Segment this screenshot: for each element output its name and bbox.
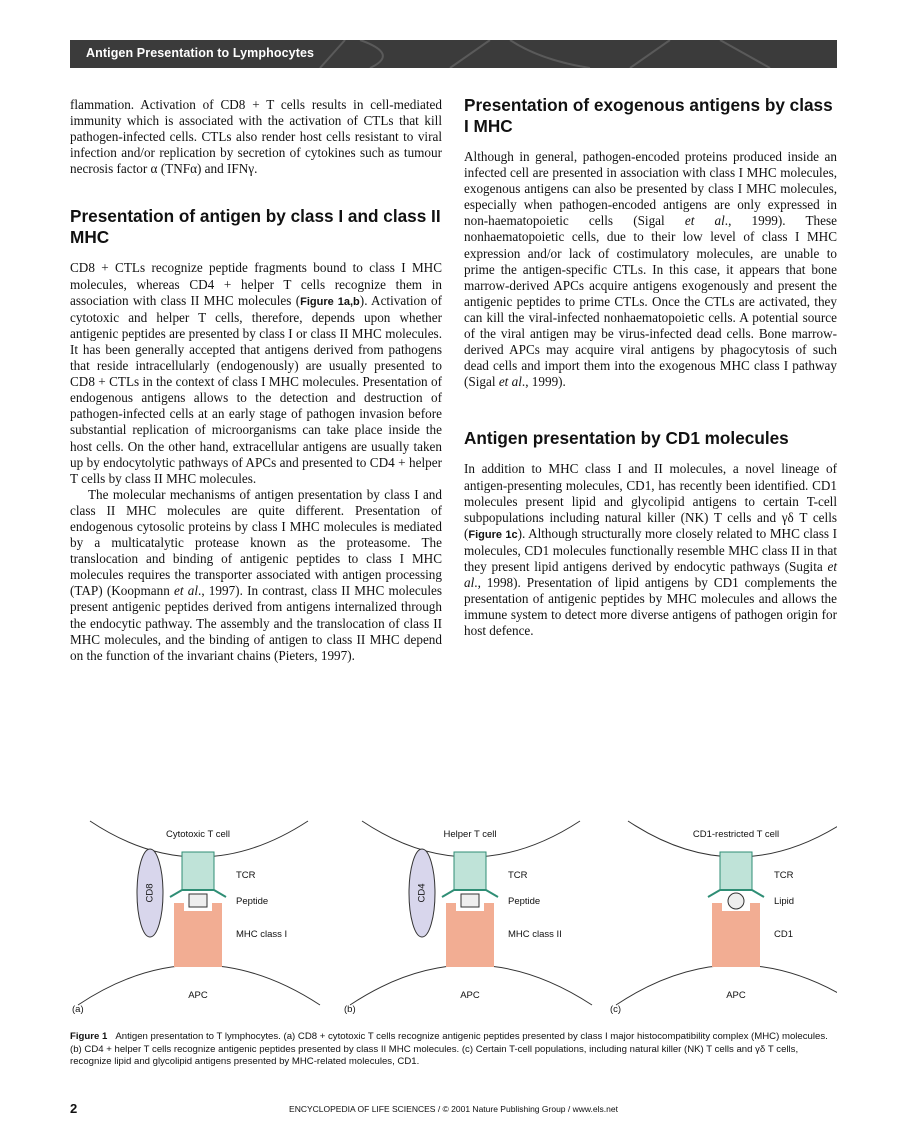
- tcr-stem: [720, 852, 752, 890]
- antigen-presenting-molecule: [712, 903, 760, 967]
- t-cell-label: CD1-restricted T cell: [692, 829, 780, 840]
- panel-letter: (c): [610, 1004, 622, 1015]
- antigen-label: Peptide: [508, 896, 541, 907]
- paragraph: flammation. Activation of CD8 + T cells results in cell-mediated immunity which is associated with the activation of CTLs that kill pathogen-infected cells. CTLs also render host cells resistant to viral infection and/or replication by secretion of cytokines such as tumour necrosis factor α (TNFα) and IFNγ.: [70, 97, 442, 177]
- antigen-presenting-molecule: [174, 903, 222, 967]
- caption-text: Antigen presentation to T lymphocytes. (a) CD8 + cytotoxic T cells recognize antigenic peptides presented by class I major histocompatibility complex (MHC) molecules. (b) CD4 + helper T cells recognize antigenic peptides presented by class II MHC molecules. (c) Certain T-cell populations, including natural killer (NK) T cells and γδ T cells, recognize lipid and glycolipid antigens presented by MHC-related molecules, CD1.: [70, 1031, 828, 1068]
- panel-letter: (b): [344, 1004, 356, 1015]
- section-heading: Presentation of exogenous antigens by class I MHC: [464, 95, 833, 136]
- figure-1: [70, 815, 837, 1020]
- figure-reference[interactable]: Figure 1a,b: [300, 295, 360, 308]
- page-number: 2: [70, 1101, 78, 1116]
- antigen-label: Peptide: [236, 896, 269, 907]
- apc-label: APC: [726, 990, 746, 1001]
- paragraph: Although in general, pathogen-encoded proteins produced inside an infected cell are presented in association with class I MHC molecules, exogenous antigens can also be presented by class I MHC molecules, especially when pathogen-encoded antigens are only expressed in non-haematopoietic cells (Sigal et al., 1999). These nonhaematopoietic cells, due to their low level of class I MHC expression and/or lack of costimulatory molecules, are unable to prime the antigen-specific CTLs. In this case, it appears that bone marrow-derived APCs acquire antigens exogenously and present the antigenic peptides to prime CTLs. Once the CTLs are activated, they can kill the viral-infected nonhaematopoietic cells. A potential source of the viral antigen may be virus-infected dead cells. Bone marrow-derived APCs may acquire viral antigens by phagocytosis of such dead cells and import them into the exogenous MHC class I pathway (Sigal et al., 1999).: [464, 149, 837, 390]
- coreceptor-label: CD8: [144, 883, 156, 903]
- running-header: [70, 40, 837, 68]
- peptide-antigen: [461, 894, 479, 907]
- figure-caption: [70, 1031, 840, 1069]
- t-cell-label: Cytotoxic T cell: [165, 829, 231, 840]
- peptide-antigen: [189, 894, 207, 907]
- presenting-molecule-label: CD1: [774, 929, 794, 940]
- lipid-antigen: [728, 893, 744, 909]
- header-title: Antigen Presentation to Lymphocytes: [86, 46, 315, 60]
- tcr-stem: [182, 852, 214, 890]
- section-heading: Presentation of antigen by class I and class II MHC: [70, 206, 441, 248]
- presenting-molecule-label: MHC class II: [508, 929, 562, 940]
- tcr-label: TCR: [236, 870, 256, 881]
- antigen-presenting-molecule: [446, 903, 494, 967]
- apc-label: APC: [188, 990, 208, 1001]
- section-heading: Antigen presentation by CD1 molecules: [464, 428, 789, 449]
- paragraph: The molecular mechanisms of antigen presentation by class I and class II MHC molecules are quite different. Presentation of endogenous cytosolic proteins by class I MHC molecules is mediated by a multicatalytic protease known as the proteasome. The translocation and binding of antigenic peptides to class I MHC molecules requires the transporter associated with antigen processing (TAP) (Koopmann et al., 1997). In contrast, class II MHC molecules present antigenic peptides derived from antigens internalized through the endocytic pathway. The assembly and the translocation of class II MHC molecules, and the binding of antigen to class II MHC depend on the function of the invariant chains (Pieters, 1997).: [70, 486, 442, 663]
- presenting-molecule-label: MHC class I: [236, 929, 288, 940]
- apc-label: APC: [460, 990, 480, 1001]
- figure-diagram: [70, 815, 837, 1020]
- paragraph: In addition to MHC class I and II molecules, a novel lineage of antigen-presenting molecules, CD1, has recently been identified. CD1 molecules present lipid and glycolipid antigens to certain T-cell subpopulations including natural killer (NK) T cells and γδ T cells (Figure 1c). Although structurally more closely related to MHC class I molecules, CD1 molecules functionally resemble MHC class II in that they present lipid antigens derived by endocytic pathways (Sugita et al., 1998). Presentation of lipid antigens by CD1 complements the presentation of antigenic peptides by MHC molecules and allows the immune system to detect more diverse antigens of pathogen origin for host defence.: [464, 461, 837, 639]
- paragraph: CD8 + CTLs recognize peptide fragments bound to class I MHC molecules, whereas CD4 + helper T cells recognize them in association with class II MHC molecules (Figure 1a,b). Activation of cytotoxic and helper T cells, therefore, depends upon whether antigenic peptides are presented by class I or class II MHC molecules. It has been generally accepted that antigens derived from pathogens that reside intracellularly (endogenously) are usually presented to CD8 + CTLs in the context of class I MHC molecules. Presentation of endogenous antigens allows to the detection and destruction of pathogen-infected cells at an early stage of pathogen invasion before substantial replication of microorganisms can take place inside the host cells. On the other hand, extracellular antigens are usually taken up by endocytolytic pathways of APCs and presented to CD4 + helper T cells by class II MHC molecules.: [70, 260, 442, 486]
- page-footer: ENCYCLOPEDIA OF LIFE SCIENCES / © 2001 Nature Publishing Group / www.els.net: [289, 1104, 618, 1114]
- figure-reference[interactable]: Figure 1c: [468, 528, 518, 541]
- antigen-label: Lipid: [774, 896, 795, 907]
- tcr-label: TCR: [508, 870, 528, 881]
- coreceptor-label: CD4: [416, 883, 428, 903]
- left-column: [70, 97, 442, 664]
- caption-label: Figure 1: [70, 1031, 108, 1042]
- right-column: [464, 95, 837, 639]
- tcr-stem: [454, 852, 486, 890]
- panel-letter: (a): [72, 1004, 84, 1015]
- t-cell-label: Helper T cell: [443, 829, 497, 840]
- tcr-label: TCR: [774, 870, 794, 881]
